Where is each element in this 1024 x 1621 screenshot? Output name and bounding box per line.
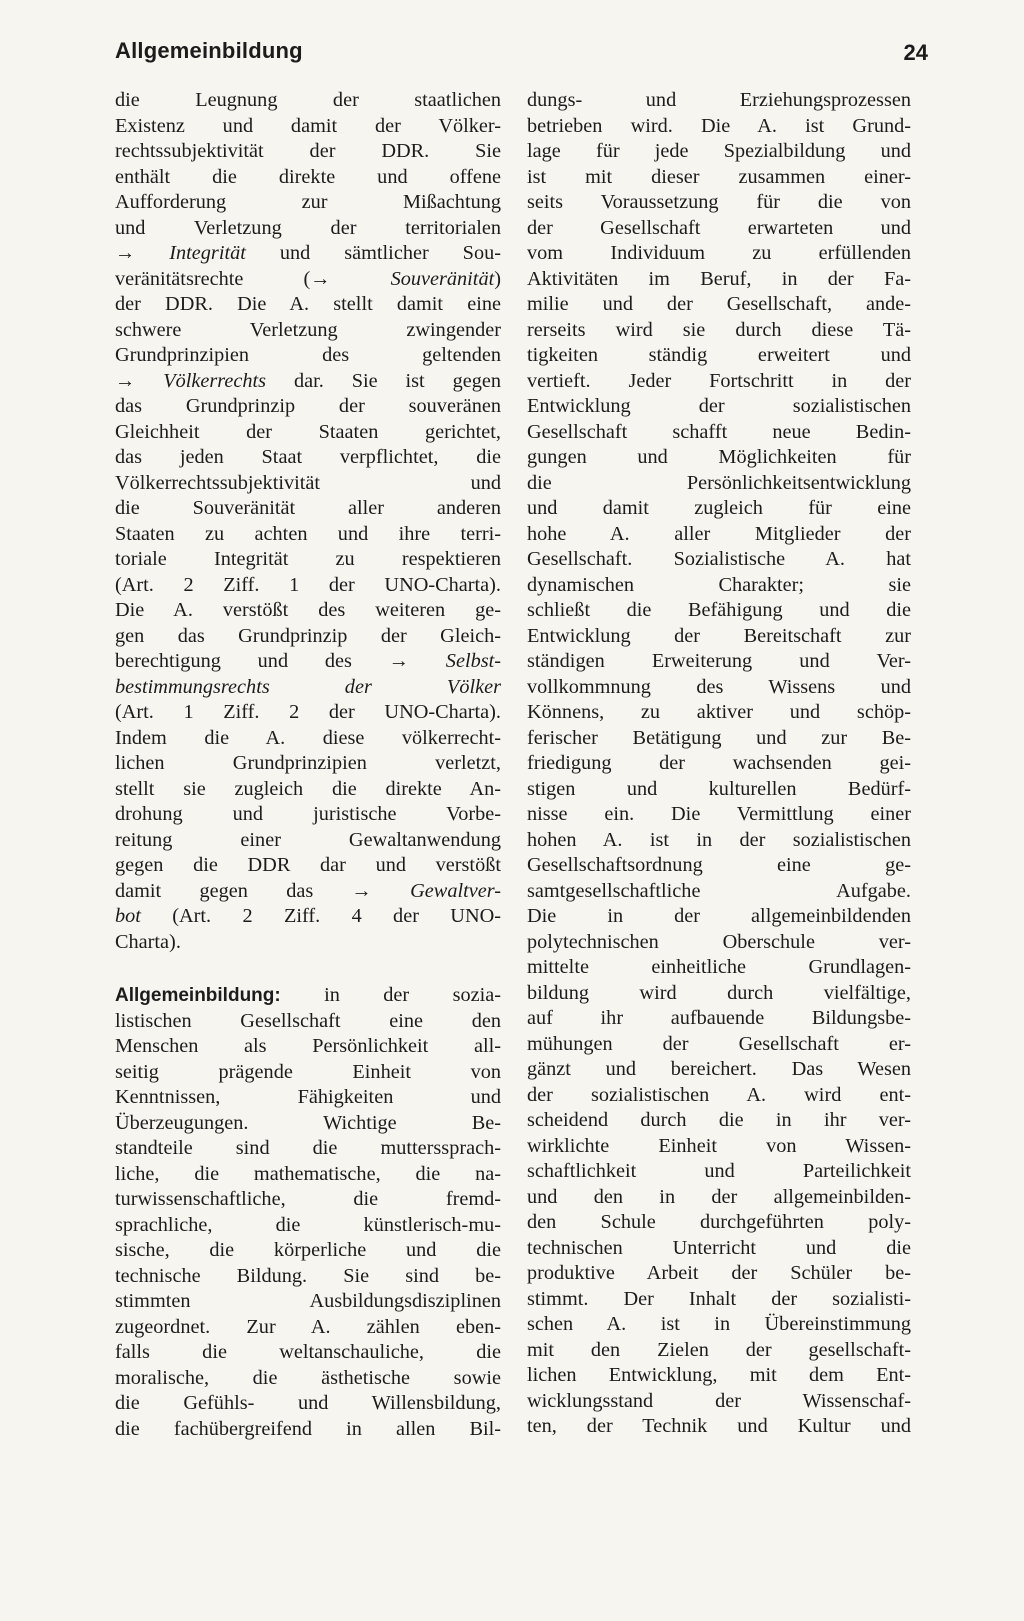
text-run: der Gesellschaft erwarteten und (527, 216, 911, 239)
text-run: Staaten zu achten und ihre terri- (115, 522, 501, 545)
left-column-text-line (115, 1315, 501, 1341)
right-column-text-line (527, 165, 911, 191)
text-run: sprachliche, die künstlerisch-mu- (115, 1213, 501, 1236)
left-column-text-line (115, 726, 501, 752)
left-column-text-line (115, 624, 501, 650)
text-run: rerseits wird sie durch diese Tä- (527, 318, 911, 341)
text-run: dungs- und Erziehungsprozessen (527, 89, 911, 111)
text-run: Menschen als Persönlichkeit all- (115, 1035, 501, 1057)
text-run: die Leugnung der staatlichen (115, 89, 501, 111)
text-run: schaftlichkeit und Parteilichkeit (527, 1160, 911, 1182)
left-column-text-line (115, 88, 501, 114)
text-run: stimmten Ausbildungsdisziplinen (115, 1290, 501, 1312)
left-column-text-line (115, 1034, 501, 1060)
left-column-text-line (115, 983, 501, 1009)
left-column-text-line (115, 394, 501, 420)
text-run: moralische, die ästhetische sowie (115, 1366, 501, 1389)
left-column-text-line (115, 471, 501, 497)
right-column-text-line (527, 879, 911, 905)
right-column-text-line (527, 267, 911, 293)
text-run: tigkeiten ständig erweitert und (527, 344, 911, 366)
left-column-text-line (115, 547, 501, 573)
cross-reference: Selbst- (445, 650, 501, 672)
left-column-text-line (115, 573, 501, 599)
left-column-text-line (115, 1009, 501, 1035)
cross-reference: bestimmungsrechts der Völker (115, 675, 501, 698)
right-column-text-line (527, 1032, 911, 1058)
text-run: stimmt. Der Inhalt der sozialisti- (527, 1287, 911, 1310)
text-run: gänzt und bereichert. Das Wesen (527, 1058, 911, 1080)
left-column-text-line (115, 369, 501, 395)
running-head (115, 38, 928, 72)
right-column-text-line (527, 1389, 911, 1415)
left-column-text-line (115, 930, 501, 956)
text-run: das Grundprinzip der souveränen (115, 395, 501, 417)
text-run: die Persönlichkeitsentwicklung (527, 471, 911, 494)
text-run: reitung einer Gewaltanwendung (115, 828, 501, 851)
text-run: in der sozia- (280, 984, 501, 1006)
text-run: Indem die A. diese völkerrecht- (115, 726, 501, 749)
right-column-text-line (527, 216, 911, 242)
text-run: Entwicklung der Bereitschaft zur (527, 624, 911, 647)
right-column-text-line (527, 318, 911, 344)
text-run: gegen die DDR dar und verstößt (115, 854, 501, 876)
paragraph-gap (115, 955, 501, 983)
right-column-text-line (527, 522, 911, 548)
text-run: betrieben wird. Die A. ist Grund- (527, 114, 911, 137)
right-column-text-line (527, 675, 911, 701)
left-column-text-line (115, 777, 501, 803)
right-column-text-line (527, 777, 911, 803)
left-column-text-line (115, 598, 501, 624)
left-column-text-line (115, 292, 501, 318)
right-column-text-line (527, 343, 911, 369)
right-column-text-line (527, 190, 911, 216)
left-column-text-line (115, 904, 501, 930)
right-column-text-line (527, 726, 911, 752)
text-run: wirklichte Einheit von Wissen- (527, 1134, 911, 1157)
right-column-text-line (527, 955, 911, 981)
text-run: dynamischen Charakter; sie (527, 573, 911, 596)
text-run: mit den Zielen der gesellschaft- (527, 1338, 911, 1361)
left-column-text-line (115, 1417, 501, 1443)
right-column-text-line (527, 573, 911, 599)
text-run: Überzeugungen. Wichtige Be- (115, 1111, 501, 1134)
right-column-text-line (527, 649, 911, 675)
text-run: rechtssubjektivität der DDR. Sie (115, 140, 501, 162)
right-column-text-line (527, 700, 911, 726)
text-run: seitig prägende Einheit von (115, 1060, 501, 1083)
text-run: samtgesellschaftliche Aufgabe. (527, 879, 911, 902)
left-column-text-line (115, 1187, 501, 1213)
text-run: nisse ein. Die Vermittlung einer (527, 803, 911, 825)
text-run: ferischer Betätigung und zur Be- (527, 726, 911, 749)
left-column-text-line (115, 1366, 501, 1392)
left-column-text-line (115, 445, 501, 471)
text-run: damit gegen das → (115, 879, 411, 902)
left-column-text-line (115, 216, 501, 242)
text-run: seits Voraussetzung für die von (527, 191, 911, 213)
left-text-column (115, 88, 501, 1442)
right-column-text-line (527, 369, 911, 395)
right-column-text-line (527, 1363, 911, 1389)
text-run: wicklungsstand der Wissenschaf- (527, 1389, 911, 1412)
right-column-text-line (527, 802, 911, 828)
text-run: friedigung der wachsenden gei- (527, 752, 911, 774)
left-column-text-line (115, 420, 501, 446)
text-run: schließt die Befähigung und die (527, 599, 911, 621)
right-column-text-line (527, 1108, 911, 1134)
left-column-text-line (115, 1060, 501, 1086)
right-column-text-line (527, 598, 911, 624)
right-column-text-line (527, 139, 911, 165)
left-column-text-line (115, 522, 501, 548)
right-column-text-line (527, 420, 911, 446)
text-run: und damit zugleich für eine (527, 497, 911, 519)
text-run: turwissenschaftliche, die fremd- (115, 1188, 501, 1210)
text-run: den Schule durchgeführten poly- (527, 1211, 911, 1233)
text-run: schen A. ist in Übereinstimmung (527, 1313, 911, 1335)
right-column-text-line (527, 1414, 911, 1440)
text-run: der DDR. Die A. stellt damit eine (115, 293, 501, 315)
text-run: technischen Unterricht und die (527, 1236, 911, 1259)
right-column-text-line (527, 828, 911, 854)
left-column-text-line (115, 751, 501, 777)
cross-reference: Gewaltver- (410, 879, 501, 902)
left-column-text-line (115, 1213, 501, 1239)
left-column-text-line (115, 828, 501, 854)
text-run: hohen A. ist in der sozialistischen (527, 828, 911, 851)
text-run: Gleichheit der Staaten gerichtet, (115, 420, 501, 443)
right-column-text-line (527, 1159, 911, 1185)
right-column-text-line (527, 930, 911, 956)
text-run: ten, der Technik und Kultur und (527, 1415, 911, 1437)
text-run: Kenntnissen, Fähigkeiten und (115, 1086, 501, 1108)
left-column-text-line (115, 1340, 501, 1366)
left-column-text-line (115, 700, 501, 726)
text-run: und Verletzung der territorialen (115, 216, 501, 239)
left-column-text-line (115, 267, 501, 293)
right-column-text-line (527, 292, 911, 318)
right-column-text-line (527, 1210, 911, 1236)
right-column-text-line (527, 394, 911, 420)
text-run: gungen und Möglichkeiten für (527, 446, 911, 468)
cross-reference: bot (115, 905, 141, 927)
left-column-text-line (115, 190, 501, 216)
text-run: listischen Gesellschaft eine den (115, 1009, 501, 1032)
text-run: Die in der allgemeinbildenden (527, 905, 911, 927)
right-column-text-line (527, 904, 911, 930)
left-column-text-line (115, 802, 501, 828)
text-run: liche, die mathematische, die na- (115, 1162, 501, 1185)
text-run: milie und der Gesellschaft, ande- (527, 293, 911, 315)
text-run: Könnens, zu aktiver und schöp- (527, 701, 911, 723)
right-column-text-line (527, 1006, 911, 1032)
right-column-text-line (527, 751, 911, 777)
right-column-text-line (527, 853, 911, 879)
right-column-text-line (527, 1287, 911, 1313)
text-run: Die A. verstößt des weiteren ge- (115, 599, 501, 621)
text-run: veränitätsrechte (→ (115, 267, 391, 290)
right-column-text-line (527, 1312, 911, 1338)
text-run: mühungen der Gesellschaft er- (527, 1032, 911, 1055)
right-column-text-line (527, 1057, 911, 1083)
cross-reference: Völkerrechts (163, 369, 267, 392)
text-run: die fachübergreifend in allen Bil- (115, 1417, 501, 1440)
right-column-text-line (527, 445, 911, 471)
text-run: Gesellschaft. Sozialistische A. hat (527, 548, 911, 570)
text-run: berechtigung und des → (115, 650, 446, 672)
left-column-text-line (115, 241, 501, 267)
right-column-text-line (527, 1083, 911, 1109)
text-run: Völkerrechtssubjektivität und (115, 471, 501, 494)
left-column-text-line (115, 675, 501, 701)
text-run: ständigen Erweiterung und Ver- (527, 650, 911, 672)
left-column-text-line (115, 649, 501, 675)
text-run: Gesellschaftsordnung eine ge- (527, 854, 911, 876)
text-run: → (115, 242, 170, 264)
text-run: schwere Verletzung zwingender (115, 318, 501, 341)
right-column-text-line (527, 547, 911, 573)
right-column-text-line (527, 1185, 911, 1211)
text-run: stellt sie zugleich die direkte An- (115, 777, 501, 800)
text-run: technische Bildung. Sie sind be- (115, 1264, 501, 1287)
text-run: und sämtlicher Sou- (245, 242, 501, 264)
right-column-text-line (527, 496, 911, 522)
text-run: zugeordnet. Zur A. zählen eben- (115, 1315, 501, 1338)
left-column-text-line (115, 1162, 501, 1188)
left-column-text-line (115, 114, 501, 140)
text-run: stigen und kulturellen Bedürf- (527, 777, 911, 800)
right-column-text-line (527, 981, 911, 1007)
right-column-text-line (527, 1236, 911, 1262)
text-run: falls die weltanschauliche, die (115, 1341, 501, 1363)
text-run: vollkommnung des Wissens und (527, 675, 911, 698)
right-column-text-line (527, 1134, 911, 1160)
left-column-text-line (115, 879, 501, 905)
text-run: ist mit dieser zusammen einer- (527, 165, 911, 188)
text-run: und den in der allgemeinbilden- (527, 1185, 911, 1208)
right-column-text-line (527, 1338, 911, 1364)
running-head-title: Allgemeinbildung (115, 38, 303, 63)
right-column-text-line (527, 88, 911, 114)
text-run: drohung und juristische Vorbe- (115, 803, 501, 825)
text-run: (Art. 1 Ziff. 2 der UNO-Charta). (115, 701, 501, 723)
right-text-column (527, 88, 911, 1440)
text-run: das jeden Staat verpflichtet, die (115, 446, 501, 468)
text-run: bildung wird durch vielfältige, (527, 981, 911, 1004)
left-column-text-line (115, 1136, 501, 1162)
left-column-text-line (115, 318, 501, 344)
left-column-text-line (115, 853, 501, 879)
text-run: dar. Sie ist gegen (266, 369, 501, 392)
right-column-text-line (527, 114, 911, 140)
cross-reference: Souveränität (390, 267, 495, 290)
text-run: lichen Entwicklung, mit dem Ent- (527, 1364, 911, 1386)
text-run: Gesellschaft schafft neue Bedin- (527, 420, 911, 443)
page-number: 24 (903, 40, 928, 65)
text-run: → (115, 369, 164, 392)
right-column-text-line (527, 471, 911, 497)
left-column-text-line (115, 496, 501, 522)
text-run: auf ihr aufbauende Bildungsbe- (527, 1007, 911, 1029)
text-run: der sozialistischen A. wird ent- (527, 1083, 911, 1106)
text-run: lage für jede Spezialbildung und (527, 140, 911, 162)
left-column-text-line (115, 1289, 501, 1315)
text-run: vertieft. Jeder Fortschritt in der (527, 369, 911, 392)
text-run: (Art. 2 Ziff. 4 der UNO- (140, 905, 501, 927)
text-run: standteile sind die mutterssprach- (115, 1137, 501, 1159)
text-run: enthält die direkte und offene (115, 165, 501, 188)
left-column-text-line (115, 1264, 501, 1290)
text-run: Entwicklung der sozialistischen (527, 395, 911, 417)
entry-keyword: Allgemeinbildung: (115, 985, 281, 1006)
text-run: die Souveränität aller anderen (115, 497, 501, 519)
text-run: sische, die körperliche und die (115, 1239, 501, 1261)
text-run: Charta). (115, 930, 181, 953)
text-run: ) (494, 267, 501, 290)
left-column-text-line (115, 1111, 501, 1137)
right-column-text-line (527, 241, 911, 267)
text-run: Aktivitäten im Beruf, in der Fa- (527, 267, 911, 290)
left-column-text-line (115, 165, 501, 191)
text-run: gen das Grundprinzip der Gleich- (115, 624, 501, 647)
left-column-text-line (115, 343, 501, 369)
text-run: Aufforderung zur Mißachtung (115, 191, 501, 213)
left-column-text-line (115, 1391, 501, 1417)
text-run: scheidend durch die in ihr ver- (527, 1109, 911, 1131)
cross-reference: Integrität (169, 242, 246, 264)
text-run: hohe A. aller Mitglieder der (527, 522, 911, 545)
text-run: toriale Integrität zu respektieren (115, 548, 501, 570)
text-run: Existenz und damit der Völker- (115, 114, 501, 137)
text-run: (Art. 2 Ziff. 1 der UNO-Charta). (115, 573, 501, 596)
text-run: die Gefühls- und Willensbildung, (115, 1392, 501, 1414)
text-run: polytechnischen Oberschule ver- (527, 930, 911, 953)
text-run: lichen Grundprinzipien verletzt, (115, 752, 501, 774)
left-column-text-line (115, 1085, 501, 1111)
text-run: mittelte einheitliche Grundlagen- (527, 956, 911, 978)
right-column-text-line (527, 624, 911, 650)
text-run: Grundprinzipien des geltenden (115, 344, 501, 366)
right-column-text-line (527, 1261, 911, 1287)
left-column-text-line (115, 139, 501, 165)
text-run: produktive Arbeit der Schüler be- (527, 1262, 911, 1284)
text-run: vom Individuum zu erfüllenden (527, 242, 911, 264)
left-column-text-line (115, 1238, 501, 1264)
